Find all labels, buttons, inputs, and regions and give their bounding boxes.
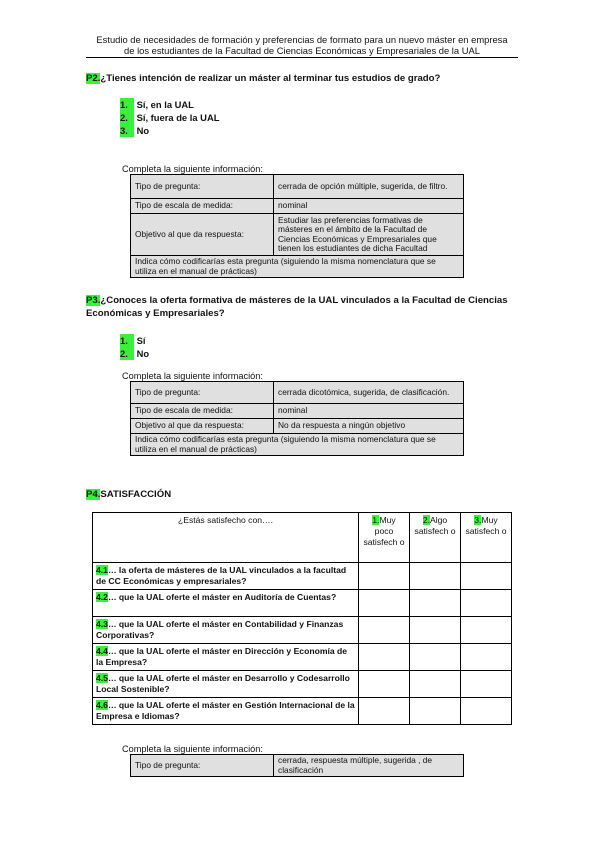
- p3-question-text: ¿Conoces la oferta formativa de másteres de la UAL vinculados a la Facultad de Ciencias Económicas y Empresariales?: [86, 295, 508, 319]
- info-label: Tipo de pregunta:: [131, 175, 274, 199]
- p2-option[interactable]: [120, 111, 219, 124]
- answer-cell[interactable]: [461, 698, 512, 725]
- scale-column-1: 1.Muy poco satisfech o: [359, 513, 410, 563]
- scale-column-2: 2.Algo satisfech o: [410, 513, 461, 563]
- table-row: [93, 590, 512, 617]
- answer-cell[interactable]: [359, 644, 410, 671]
- p2-option[interactable]: [120, 124, 219, 137]
- answer-cell[interactable]: [410, 644, 461, 671]
- answer-cell[interactable]: [359, 590, 410, 617]
- p4-title: [86, 488, 518, 501]
- info-value: Estudiar las preferencias formativas de másteres en el ámbito de la Facultad de Ciencias Económicas y Empresariales que tienen los estudiantes de dicha Facultad: [274, 214, 464, 256]
- info-label: Tipo de pregunta:: [131, 755, 274, 777]
- header-divider: [86, 57, 518, 58]
- p2-option-num: 1.: [120, 98, 134, 111]
- p2-option-num: 2.: [120, 111, 134, 124]
- info-label: Tipo de escala de medida:: [131, 199, 274, 214]
- item-label: 4.2… que la UAL oferte el máster en Auditoría de Cuentas?: [93, 590, 359, 617]
- item-label: 4.4… que la UAL oferte el máster en Dirección y Economía de la Empresa?: [93, 644, 359, 671]
- p3-info-table: [130, 381, 464, 456]
- page-header: [86, 34, 518, 56]
- info-footer: Indica cómo codificarías esta pregunta (siguiendo la misma nomenclatura que se utiliza en el manual de prácticas): [131, 256, 464, 278]
- p2-question: [86, 72, 518, 85]
- item-label: 4.6… que la UAL oferte el máster en Gestión Internacional de la Empresa e Idiomas?: [93, 698, 359, 725]
- table-row: [93, 563, 512, 590]
- info-value: cerrada de opción múltiple, sugerida, de filtro.: [274, 175, 464, 199]
- item-label: 4.3… que la UAL oferte el máster en Contabilidad y Finanzas Corporativas?: [93, 617, 359, 644]
- satisfaction-header: ¿Estás satisfecho con….: [93, 513, 359, 563]
- p2-options: [120, 98, 219, 137]
- answer-cell[interactable]: [410, 698, 461, 725]
- p2-option[interactable]: [120, 98, 219, 111]
- answer-cell[interactable]: [359, 698, 410, 725]
- p3-option-label: No: [136, 348, 150, 359]
- p3-option[interactable]: [120, 334, 149, 347]
- header-line-2: de los estudiantes de la Facultad de Ciencias Económicas y Empresariales de la UAL: [124, 45, 480, 56]
- satisfaction-table: [92, 512, 512, 725]
- p3-option-num: 2.: [120, 347, 134, 360]
- p3-option[interactable]: [120, 347, 149, 360]
- answer-cell[interactable]: [410, 590, 461, 617]
- p4-info-table: [130, 754, 464, 777]
- answer-cell[interactable]: [359, 563, 410, 590]
- answer-cell[interactable]: [359, 617, 410, 644]
- answer-cell[interactable]: [410, 671, 461, 698]
- p2-info-table: [130, 174, 464, 278]
- p4-tag: P4.: [86, 489, 101, 500]
- info-value: nominal: [274, 199, 464, 214]
- answer-cell[interactable]: [461, 590, 512, 617]
- answer-cell[interactable]: [461, 671, 512, 698]
- info-label: Objetivo al que da respuesta:: [131, 214, 274, 256]
- item-label: 4.1… la oferta de másteres de la UAL vinculados a la facultad de CC Económicas y empresariales?: [93, 563, 359, 590]
- info-label: Tipo de escala de medida:: [131, 404, 274, 419]
- answer-cell[interactable]: [461, 563, 512, 590]
- info-value: cerrada dicotómica, sugerida, de clasificación.: [274, 382, 464, 404]
- p3-question: [86, 294, 518, 320]
- p3-tag: P3.: [86, 295, 101, 306]
- table-row: [93, 644, 512, 671]
- info-value: cerrada, respuesta múltiple, sugerida , de clasificación: [274, 755, 464, 777]
- info-footer: Indica cómo codificarías esta pregunta (siguiendo la misma nomenclatura que se utiliza en el manual de prácticas): [131, 434, 464, 456]
- p2-option-num: 3.: [120, 124, 134, 137]
- header-line-1: Estudio de necesidades de formación y preferencias de formato para un nuevo máster en empresa: [96, 34, 508, 45]
- p3-option-label: Sí: [136, 335, 146, 346]
- answer-cell[interactable]: [461, 644, 512, 671]
- p2-tag: P2.: [86, 73, 101, 84]
- p2-option-label: No: [136, 125, 150, 136]
- p2-option-label: Sí, en la UAL: [136, 99, 194, 110]
- p2-option-label: Sí, fuera de la UAL: [136, 112, 220, 123]
- info-label: Objetivo al que da respuesta:: [131, 419, 274, 434]
- p2-question-text: ¿Tienes intención de realizar un máster al terminar tus estudios de grado?: [100, 73, 441, 84]
- info-label: Tipo de pregunta:: [131, 382, 274, 404]
- table-row: [93, 671, 512, 698]
- p2-info-title: Completa la siguiente información:: [122, 164, 263, 174]
- answer-cell[interactable]: [359, 671, 410, 698]
- p4-title-text: SATISFACCIÓN: [100, 489, 172, 500]
- table-row: [93, 617, 512, 644]
- scale-column-3: 3.Muy satisfech o: [461, 513, 512, 563]
- satisfaction-header-row: [93, 513, 512, 563]
- p3-options: [120, 334, 149, 360]
- p3-option-num: 1.: [120, 334, 134, 347]
- answer-cell[interactable]: [461, 617, 512, 644]
- p3-info-title: Completa la siguiente información:: [122, 371, 263, 381]
- item-label: 4.5… que la UAL oferte el máster en Desarrollo y Codesarrollo Local Sostenible?: [93, 671, 359, 698]
- p4-info-title: Completa la siguiente información:: [122, 744, 263, 754]
- answer-cell[interactable]: [410, 563, 461, 590]
- info-value: nominal: [274, 404, 464, 419]
- info-value: No da respuesta a ningún objetivo: [274, 419, 464, 434]
- answer-cell[interactable]: [410, 617, 461, 644]
- table-row: [93, 698, 512, 725]
